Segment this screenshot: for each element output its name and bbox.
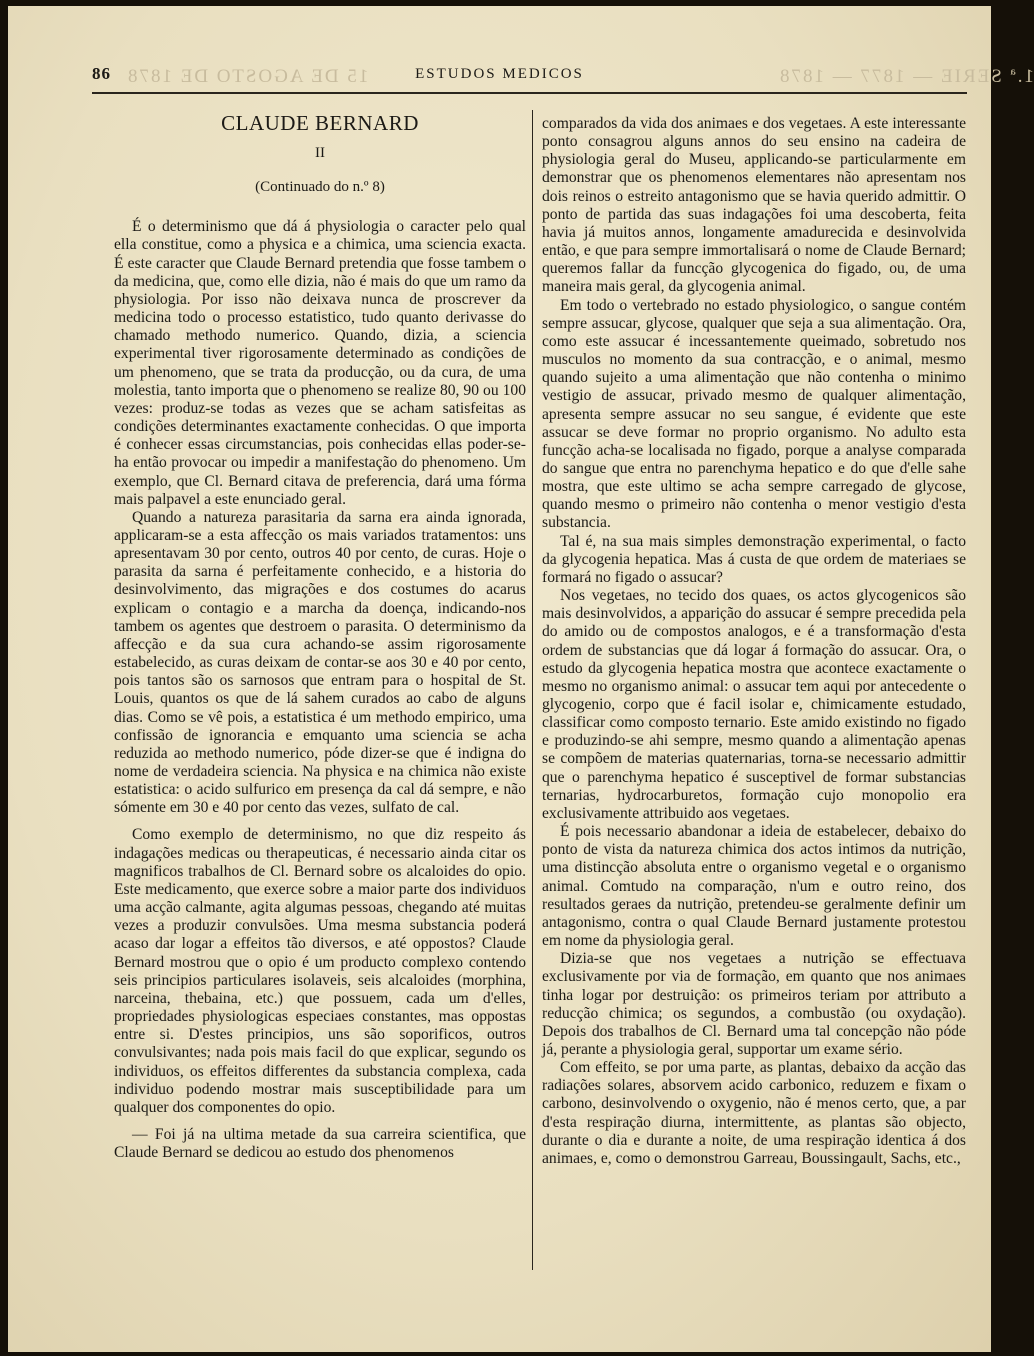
journal-page (8, 6, 1034, 1352)
page-number: 86 (92, 64, 111, 83)
article-title: CLAUDE BERNARD (221, 111, 419, 135)
paragraph: Em todo o vertebrado no estado physiologico, o sangue contém sempre assucar, glycose, qualquer que seja a sua alimentação. Ora, como este assucar é incessantemente queimado, sobretudo nos musculos no momento da sua contracção, e o animal, mesmo quando sujeito a uma alimentação que não contenha o minimo vestigio de assucar, privado mesmo de qualquer alimentação, apresenta sempre assucar no seu sangue, é evidente que este assucar se deve formar no proprio organismo. No adulto esta funcção acha-se localisada no figado, porque a analyse comparada do sangue que entra no parenchyma hepatico e do que d'elle sahe mostra, que este ultimo se acha sempre carregado de glycose, quando mesmo o primeiro não contenha o menor vestigio d'esta substancia. (542, 296, 966, 532)
paragraph: Como exemplo de determinismo, no que diz respeito ás indagações medicas ou therapeuticas, é necessario ainda citar os magnificos trabalhos de Cl. Bernard sobre os alcaloides do opio. Este medicamento, que exerce sobre a maior parte dos individuos uma acção calmante, agita algumas pessoas, chegando até muitas vezes a produzir convulsões. Uma mesma substancia poderá acaso dar logar a effeitos tão diversos, e até oppostos? Claude Bernard mostrou que o opio é um producto complexo contendo seis principios particulares isolaveis, seis alcaloides (morphina, narceina, thebaina, etc.) que possuem, cada um d'elles, propriedades physiologicas especiaes constantes, mas oppostas entre si. D'estes principios, uns são soporificos, outros convulsivantes; nada pois mais facil do que explicar, segundo os individuos, os effeitos differentes da substancia complexa, cada individuo podendo mostrar mais susceptibilidade para um qualquer dos componentes do opio. (114, 826, 526, 1116)
bleed-through-text-right: 1.ª SERIE — 1877 — 1878 (778, 66, 1034, 87)
right-column (542, 115, 966, 1168)
bleed-through-text-left: 15 DE AGOSTO DE 1878 (126, 66, 369, 87)
running-title: ESTUDOS MEDICOS (415, 66, 584, 82)
paragraph: É o determinismo que dá á physiologia o caracter pelo qual ella constitue, como a physica e a chimica, uma sciencia exacta. É este caracter que Claude Bernard pretendia que fosse tambem o da medicina, que, como elle dizia, não é mais do que um ramo da physiologia. Por isso não deixava nunca de proscrever da medicina todo o processo estatistico, tudo quanto derivasse do chamado methodo numerico. Quando, dizia, a sciencia experimental tiver rigorosamente determinado as condições de um phenomeno, que se trata da producção, ou da cura, de uma molestia, tanto importa que o phenomeno se realize 80, 90 ou 100 vezes: produz-se todas as vezes que se acham satisfeitas as condições determinantes exactamente conhecidas. O que importa é conhecer essas circumstancias, pois conhecidas ellas poder-se-ha então provocar ou impedir a manifestação do phenomeno. Um exemplo, que Cl. Bernard citava de preferencia, dará uma fórma mais palpavel a este enunciado geral. (114, 218, 526, 508)
paragraph: Quando a natureza parasitaria da sarna era ainda ignorada, applicaram-se a esta affecção os mais variados tratamentos: uns apresentavam 30 por cento, outros 40 por cento, de curas. Hoje o parasita da sarna é perfeitamente conhecido, e a historia do desinvolvimento, das migrações e dos costumes do acarus explicam o contagio e a marcha da doença, indicando-nos tambem os agentes que destroem o parasita. O determinismo da affecção e da sua cura achando-se assim rigorosamente estabelecido, as curas deixam de contar-se aos 30 e 40 por cento, pois tantos são os sarnosos que entram para o hospital de St. Louis, quantos os que de lá sahem curados ao cabo de alguns dias. Como se vê pois, a estatistica é um methodo empirico, uma confissão de ignorancia e emquanto uma sciencia se acha reduzida ao methodo numerico, póde dizer-se que é indigna do nome de verdadeira sciencia. Na physica e na chimica não existe estatistica: o acido sulfurico em presença da cal dá sempre, e não sómente em 30 e 40 por cento das vezes, sulfato de cal. (114, 508, 526, 817)
header-rule (92, 92, 967, 94)
left-column (114, 110, 526, 1162)
article-continued-note: (Continuado do n.º 8) (255, 179, 385, 196)
paragraph: Dizia-se que nos vegetaes a nutrição se effectuava exclusivamente por via de formação, em quanto que nos animaes tinha logar por destruição: os primeiros teriam por attributo a reducção chimica; os segundos, a combustão (ou oxydação). Depois dos trabalhos de Cl. Bernard uma tal concepção não póde já, perante a physiologia geral, supportar um exame sério. (542, 950, 966, 1058)
paragraph: É pois necessario abandonar a ideia de estabelecer, debaixo do ponto de vista da natureza chimica dos actos intimos da nutrição, uma distincção absoluta entre o organismo vegetal e o organismo animal. Comtudo na comparação, n'um e outro reino, dos resultados geraes da nutrição, pretendeu-se geralmente definir um antagonismo, contra o qual Claude Bernard justamente protestou em nome da physiologia geral. (542, 823, 966, 950)
column-divider (532, 110, 533, 1270)
paragraph: Nos vegetaes, no tecido dos quaes, os actos glycogenicos são mais desinvolvidos, a apparição do assucar é sempre precedida pela do amido ou de compostos analogos, e é a transformação d'esta ordem de substancias que dá logar á formação do assucar. Ora, o estudo da glycogenia hepatica mostra que acontece exactamente o mesmo no organismo animal: o assucar tem aqui por antecedente o glycogenio, corpo que é facil isolar e, chimicamente estudado, classificar como composto ternario. Este amido existindo no figado e produzindo-se ahi sempre, mesmo quando a alimentação apenas se compõem de materias quaternarias, torna-se necessario admittir que o parenchyma hepatico é susceptivel de formar substancias ternarias, hydrocarburetos, formação cujo monopolio era exclusivamente attribuido aos vegetaes. (542, 587, 966, 822)
paragraph: Tal é, na sua mais simples demonstração experimental, o facto da glycogenia hepatica. Mas á custa de que ordem de materiaes se formará no figado o assucar? (542, 532, 966, 586)
page-header (8, 62, 1034, 92)
paragraph: — Foi já na ultima metade da sua carreira scientifica, que Claude Bernard se dedicou ao estudo dos phenomenos (114, 1125, 526, 1162)
paragraph: comparados da vida dos animaes e dos vegetaes. A este interessante ponto consagrou alguns annos do seu ensino na cadeira de physiologia geral do Museu, applicando-se particularmente em demonstrar que os phenomenos elementares não apresentam nos dois reinos o estreito antagonismo que se havia querido admittir. O ponto de partida das suas indagações foi uma descoberta, feita havia já muitos annos, longamente amadurecida e desinvolvida então, e que para sempre immortalisará o nome de Claude Bernard; queremos fallar da funcção glycogenica do figado, ou, de uma maneira mais geral, da glycogenia animal. (542, 115, 966, 296)
paragraph: Com effeito, se por uma parte, as plantas, debaixo da acção das radiações solares, absorvem acido carbonico, reduzem e fixam o carbono, desinvolvendo o oxygenio, não é menos certo, que, a par d'esta respiração diurna, intermittente, as plantas são objecto, durante o dia e durante a noite, de uma respiração identica á dos animaes, e, como o demonstrou Garreau, Boussingault, Sachs, etc., (542, 1059, 966, 1167)
article-part: II (315, 145, 325, 161)
